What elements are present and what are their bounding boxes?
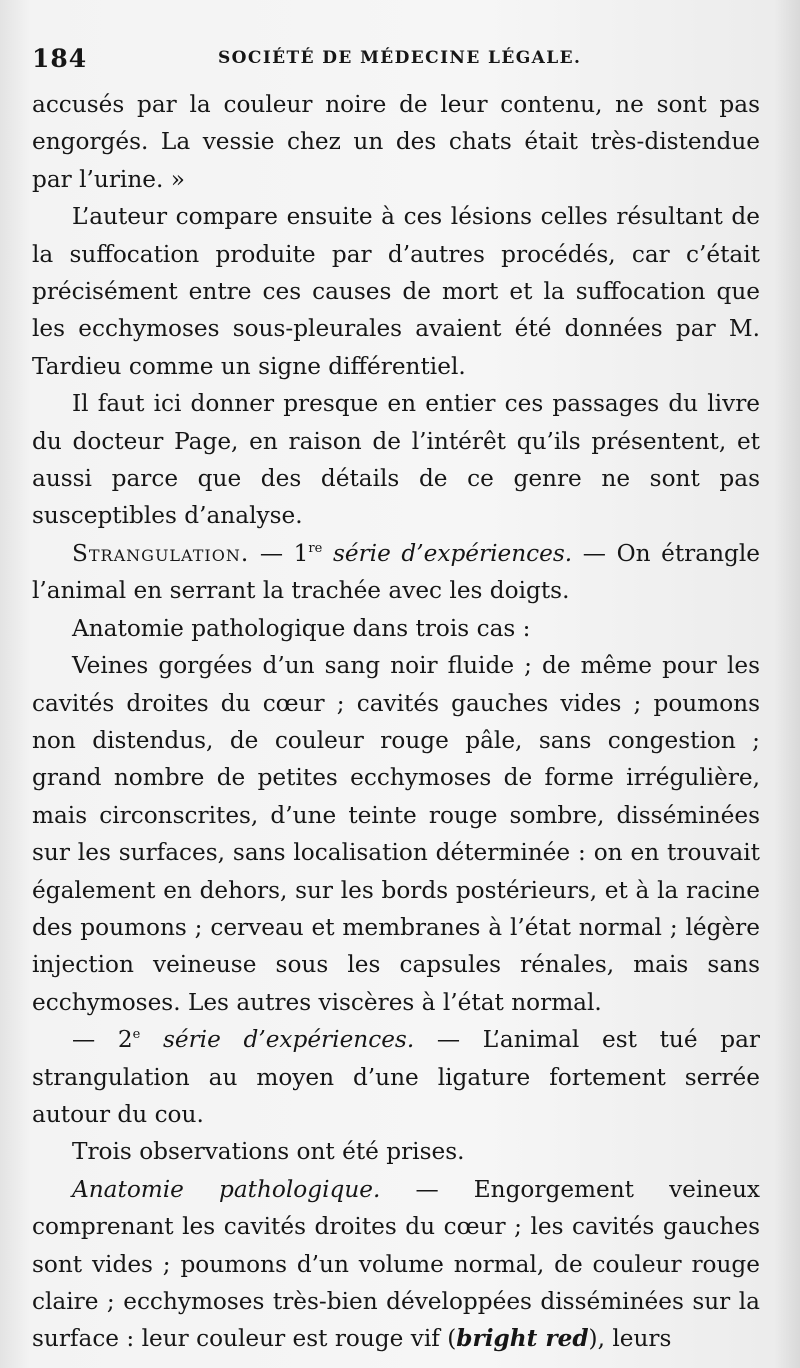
series-title: série d’expériences. xyxy=(322,539,573,567)
dash: — xyxy=(249,539,294,567)
paragraph-anatomie xyxy=(32,1171,760,1358)
paragraph-2: L’auteur compare ensuite à ces lésions celles résultant de la suffocation produite par d’autres procédés, car c’était précisément entre ces causes de mort et la suffocation que les ecchymoses sous-pleurales avaient été données par M. Tardieu comme un signe différentiel. xyxy=(32,203,760,380)
paragraph-5: Anatomie pathologique dans trois cas : xyxy=(72,614,531,642)
paragraph-6: Veines gorgées d’un sang noir fluide ; de même pour les cavités droites du cœur ; cavités gauches vides ; poumons non distendus, de couleur rouge pâle, sans congestion ; grand nombre de petites ecchymoses de forme irrégulière, mais circonscrites, d’une teinte rouge sombre, disséminées sur les surfaces, sans localisation déterminée : on en trouvait également en dehors, sur les bords postérieurs, et à la racine des poumons ; cerveau et membranes à l’état normal ; légère injection veineuse sous les capsules rénales, mais sans ecchymoses. Les autres viscères à l’état normal. xyxy=(32,652,760,1016)
section-heading-strangulation: Strangulation. xyxy=(72,539,250,567)
paragraph-1: accusés par la couleur noire de leur contenu, ne sont pas engorgés. La vessie chez un des chats était très-distendue par l’urine. » xyxy=(32,91,760,193)
series-superscript: e xyxy=(132,1027,141,1043)
running-head: SOCIÉTÉ DE MÉDECINE LÉGALE. xyxy=(218,48,582,68)
section-heading-anatomie: Anatomie pathologique. xyxy=(72,1175,381,1203)
page-header xyxy=(32,44,762,74)
paragraph-text: — L’animal est tué par strangulation au moyen d’une ligature fortement serrée autour du cou. xyxy=(32,1026,760,1128)
paragraph-text: — On étrangle l’animal en serrant la trachée avec les doigts. xyxy=(32,539,760,605)
paragraph-strangulation xyxy=(32,535,760,610)
paragraph-second-series xyxy=(32,1021,760,1133)
series-superscript: re xyxy=(308,540,323,556)
page-number: 184 xyxy=(32,44,88,73)
body-text xyxy=(32,86,760,1358)
series-number: 1 xyxy=(293,539,309,567)
paragraph-3: Il faut ici donner presque en entier ces passages du livre du docteur Page, en raison de l’intérêt qu’ils présentent, et aussi parce que des détails de ce genre ne sont pas susceptibles d’analyse. xyxy=(32,390,760,530)
paragraph-text: — Engorgement veineux comprenant les cavités droites du cœur ; les cavités gauches sont vides ; poumons d’un volume normal, de couleur rouge claire ; ecchymoses très-bien développées disséminées sur la surface : leur couleur est rouge vif ( xyxy=(32,1175,760,1353)
series-number: — 2 xyxy=(72,1026,133,1054)
series-title: série d’expériences. xyxy=(140,1026,415,1054)
english-term: bright red xyxy=(456,1325,589,1353)
page-edge-shadow xyxy=(774,0,800,1368)
paragraph-8: Trois observations ont été prises. xyxy=(72,1138,465,1166)
paragraph-text-end: ), leurs xyxy=(588,1325,672,1353)
